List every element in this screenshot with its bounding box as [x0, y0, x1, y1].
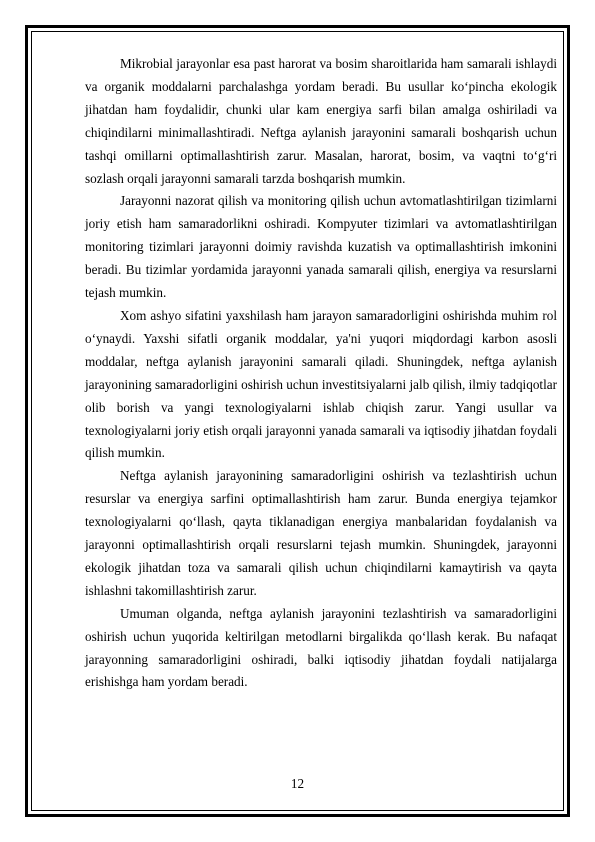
- paragraph-4: Neftga aylanish jarayonining samaradorligini oshirish va tezlashtirish uchun resurslar va energiya sarfini optimallashtirish ham zarur. Bunda energiya tejamkor texnologiyalarni qo‘llash, qayta tiklanadigan energiya manbalaridan foydalanish va jarayonni optimallashtirish orqali resurslarni tejash mumkin. Shuningdek, jarayonni ekologik jihatdan toza va samarali qilish uchun chiqindilarni kamaytirish va qayta ishlashni takomillashtirish zarur.: [85, 468, 557, 598]
- body-text: [85, 53, 557, 694]
- paragraph-2: Jarayonni nazorat qilish va monitoring qilish uchun avtomatlashtirilgan tizimlarni joriy etish ham samaradorlikni oshiradi. Kompyuter tizimlari va avtomatlashtirilgan monitoring tizimlari jarayonni doimiy ravishda kuzatish va optimallashtirish imkonini beradi. Bu tizimlar yordamida jarayonni yanada samarali qilish, energiya va resurslarni tejash mumkin.: [85, 193, 557, 301]
- paragraph-5: Umuman olganda, neftga aylanish jarayonini tezlashtirish va samaradorligini oshirish uchun yuqorida keltirilgan metodlarni birgalikda qo‘llash kerak. Bu nafaqat jarayonning samaradorligini oshiradi, balki iqtisodiy jihatdan foydali natijalarga erishishga ham yordam beradi.: [85, 605, 557, 690]
- paragraph-1: Mikrobial jarayonlar esa past harorat va bosim sharoitlarida ham samarali ishlaydi va organik moddalarni parchalashga yordam beradi. Bu usullar ko‘pincha ekologik jihatdan ham foydalidir, chunki ular kam energiya sarfi bilan amalga oshiriladi va chiqindilarni minimallashtiradi. Neftga aylanish jarayonini samarali boshqarish uchun tashqi omillarni optimallashtirish zarur. Masalan, harorat, bosim, va vaqtni to‘g‘ri sozlash orqali jarayonni samarali tarzda boshqarish mumkin.: [85, 56, 557, 186]
- page-number: 12: [290, 776, 305, 791]
- paragraph-3: Xom ashyo sifatini yaxshilash ham jarayon samaradorligini oshirishda muhim rol o‘ynaydi. Yaxshi sifatli organik moddalar, ya'ni yuqori miqdordagi karbon asosli moddalar, neftga aylanish jarayonini samarali qiladi. Shuningdek, neftga aylanish jarayonining samaradorligini oshirish uchun investitsiyalarni jalb qilish, ilmiy tadqiqotlar olib borish va yangi texnologiyalarni ishlab chiqish zarur. Yangi usullar va texnologiyalarni joriy etish orqali jarayonni yanada samarali va iqtisodiy jihatdan foydali qilish mumkin.: [85, 307, 557, 461]
